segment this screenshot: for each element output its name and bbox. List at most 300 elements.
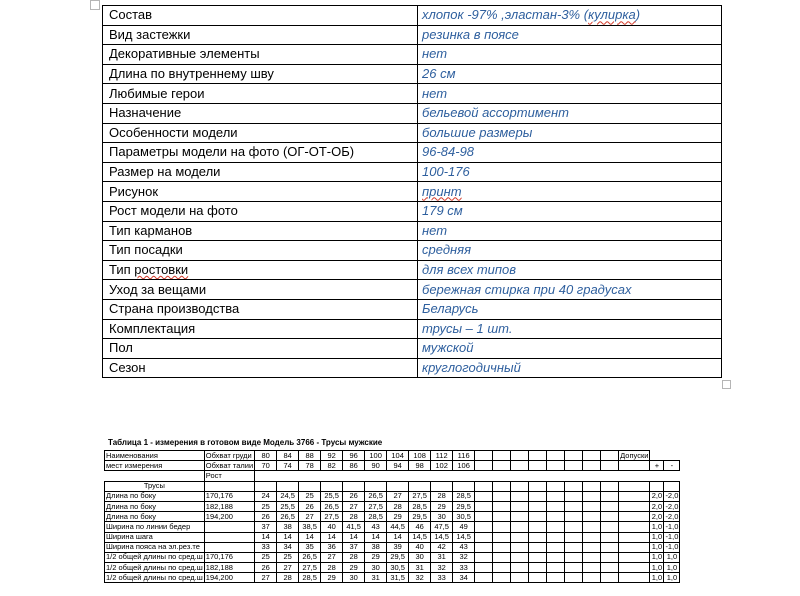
property-value-text: 96-84-98 — [422, 144, 475, 160]
measurement-size: 170,176 — [204, 552, 254, 562]
empty-cell — [529, 522, 547, 532]
property-row — [103, 162, 722, 182]
property-label — [103, 103, 418, 123]
tolerance-value: 1,0 — [651, 521, 663, 531]
property-label-text: Тип посадки — [109, 242, 183, 258]
measurement-value: 26,5 — [299, 552, 321, 562]
measurement-value: 33 — [453, 563, 475, 573]
measurement-value: 40 — [321, 522, 343, 532]
property-value — [418, 6, 722, 26]
property-value — [418, 123, 722, 143]
empty-cell — [583, 532, 601, 542]
property-value-text: 100-176 — [422, 164, 470, 180]
property-label-text: Уход за вещами — [109, 281, 207, 297]
property-label-text: Особенности модели — [109, 124, 238, 140]
row-label: Обхват груди — [204, 451, 254, 461]
empty-cell — [511, 471, 529, 481]
empty-cell — [511, 512, 529, 522]
property-label-text: Пол — [109, 340, 133, 356]
measurement-value: 32 — [431, 563, 453, 573]
measurement-size: 182,188 — [204, 501, 254, 511]
empty-cell — [650, 451, 664, 461]
empty-cell — [601, 532, 619, 542]
empty-cell — [493, 491, 511, 501]
empty-cell — [511, 461, 529, 471]
section-label: Трусы — [105, 481, 205, 491]
measurement-value: 29 — [321, 573, 343, 583]
product-properties-table — [102, 5, 722, 378]
measurement-value: 25,5 — [277, 501, 299, 511]
measurement-value: 26 — [255, 563, 277, 573]
property-value-text: бельевой ассортимент — [422, 105, 569, 121]
measurement-value: 28 — [343, 552, 365, 562]
measurement-value: 26 — [343, 491, 365, 501]
measurement-value: 37 — [255, 522, 277, 532]
empty-cell — [409, 481, 431, 491]
property-value-text: бережная стирка при 40 градусах — [422, 281, 632, 297]
empty-cell — [583, 563, 601, 573]
empty-cell — [529, 563, 547, 573]
property-label-text: Сезон — [109, 359, 146, 375]
grid-section-row — [105, 481, 680, 491]
property-row — [103, 45, 722, 65]
empty-cell — [565, 451, 583, 461]
property-label-text: Комплектация — [109, 320, 196, 336]
property-value-text: нет — [422, 222, 448, 238]
grid-header-row — [105, 451, 680, 461]
empty-cell — [650, 471, 664, 481]
measurement-value: 28 — [431, 491, 453, 501]
empty-cell — [529, 481, 547, 491]
tolerance-value: -1,0 — [665, 532, 679, 542]
empty-cell — [619, 552, 650, 562]
property-row — [103, 123, 722, 143]
tolerance-value: 1,0 — [664, 563, 680, 573]
chest-value: 104 — [387, 451, 409, 461]
empty-cell — [583, 481, 601, 491]
empty-cell — [583, 491, 601, 501]
property-value — [418, 201, 722, 221]
table-anchor-handle[interactable] — [90, 0, 100, 10]
empty-cell — [475, 573, 493, 583]
property-row — [103, 64, 722, 84]
property-value-text: 179 см — [422, 203, 463, 219]
property-label — [103, 64, 418, 84]
measurement-value: 24,5 — [277, 491, 299, 501]
tolerance-value: 1,0 — [664, 552, 680, 562]
measurement-name: Длина по боку — [105, 491, 205, 501]
waist-value: 74 — [277, 461, 299, 471]
empty-cell — [565, 491, 583, 501]
property-value — [418, 182, 722, 202]
empty-cell — [511, 532, 529, 542]
property-label-text: Тип — [109, 262, 135, 278]
measurement-row — [105, 501, 680, 511]
measurement-size — [204, 542, 254, 552]
chest-value: 112 — [431, 451, 453, 461]
empty-cell — [547, 501, 565, 511]
measurement-value: 43 — [365, 522, 387, 532]
property-value — [418, 339, 722, 359]
empty-cell — [277, 471, 299, 481]
measurement-name: Длина по боку — [105, 501, 205, 511]
empty-cell — [475, 501, 493, 511]
measurement-value: 14 — [255, 532, 277, 542]
waist-value: 106 — [453, 461, 475, 471]
grid-header-row — [105, 471, 680, 481]
property-row — [103, 84, 722, 104]
measurement-value: 29,5 — [409, 512, 431, 522]
empty-cell — [511, 563, 529, 573]
measurement-value: 26 — [299, 501, 321, 511]
measurement-value: 14,5 — [409, 532, 431, 542]
empty-cell — [529, 451, 547, 461]
property-label — [103, 84, 418, 104]
property-value — [418, 162, 722, 182]
empty-cell — [321, 471, 343, 481]
measurement-value: 28 — [277, 573, 299, 583]
measurement-value: 38 — [365, 542, 387, 552]
empty-cell — [255, 481, 277, 491]
empty-cell — [583, 542, 601, 552]
property-label — [103, 299, 418, 319]
empty-cell — [619, 501, 650, 511]
measurement-value: 29,5 — [387, 552, 409, 562]
empty-cell — [601, 512, 619, 522]
measurement-value: 33 — [255, 542, 277, 552]
measurement-value: 27 — [343, 501, 365, 511]
grid-header-row — [105, 461, 680, 471]
measurement-value: 26,5 — [365, 491, 387, 501]
measurement-value: 27 — [299, 512, 321, 522]
measurement-row — [105, 512, 680, 522]
empty-cell — [511, 573, 529, 583]
property-value-text: хлопок -97% ,эластан-3% ( — [422, 7, 589, 23]
empty-cell — [547, 552, 565, 562]
measurement-value: 30,5 — [453, 512, 475, 522]
empty-cell — [365, 471, 387, 481]
empty-cell — [529, 512, 547, 522]
empty-cell — [475, 542, 493, 552]
property-value-text: трусы – 1 шт. — [422, 320, 513, 336]
waist-value: 70 — [255, 461, 277, 471]
tolerance-value: -2,0 — [665, 501, 679, 511]
empty-cell — [619, 522, 650, 532]
empty-cell — [529, 461, 547, 471]
measurement-name: Ширина пояса на эл.рез.те — [105, 542, 205, 552]
measurement-value: 40 — [409, 542, 431, 552]
property-row — [103, 182, 722, 202]
empty-cell — [453, 471, 475, 481]
property-row — [103, 143, 722, 163]
empty-cell — [601, 451, 619, 461]
measurement-size: 194,200 — [204, 512, 254, 522]
measurement-value: 31 — [431, 552, 453, 562]
property-row — [103, 221, 722, 241]
empty-cell — [583, 461, 601, 471]
waist-value: 78 — [299, 461, 321, 471]
measurement-row — [105, 532, 680, 542]
measurement-size: 194,200 — [204, 573, 254, 583]
empty-cell — [493, 532, 511, 542]
property-label-text: Рост модели на фото — [109, 203, 238, 219]
empty-cell — [475, 552, 493, 562]
property-value — [418, 103, 722, 123]
property-row — [103, 358, 722, 378]
chest-value: 80 — [255, 451, 277, 461]
empty-cell — [475, 461, 493, 471]
waist-value: 86 — [343, 461, 365, 471]
empty-cell — [365, 481, 387, 491]
row-label: Обхват талии — [205, 460, 254, 470]
tolerance-value: 1,0 — [651, 562, 663, 572]
property-label — [103, 221, 418, 241]
property-row — [103, 25, 722, 45]
property-value-text: мужской — [422, 340, 474, 356]
empty-cell — [565, 522, 583, 532]
empty-cell — [529, 542, 547, 552]
property-label — [103, 123, 418, 143]
empty-cell — [547, 522, 565, 532]
property-value-text: нет — [422, 85, 448, 101]
empty-cell — [475, 471, 493, 481]
chest-value: 96 — [343, 451, 365, 461]
property-label — [103, 339, 418, 359]
property-label — [103, 162, 418, 182]
chest-value: 108 — [409, 451, 431, 461]
empty-cell — [547, 563, 565, 573]
measurement-value: 28,5 — [365, 512, 387, 522]
empty-cell — [387, 471, 409, 481]
property-label-text: Вид застежки — [109, 26, 191, 42]
measurement-value: 28,5 — [409, 501, 431, 511]
empty-cell — [547, 461, 565, 471]
property-label-text: Страна производства — [109, 301, 240, 317]
empty-cell — [619, 573, 650, 583]
empty-cell — [321, 481, 343, 491]
chest-value: 92 — [321, 451, 343, 461]
property-value — [418, 25, 722, 45]
measurement-value: 28,5 — [453, 491, 475, 501]
chest-value: 88 — [299, 451, 321, 461]
measurement-value: 27,5 — [299, 563, 321, 573]
measurement-value: 25,5 — [321, 491, 343, 501]
measurement-value: 30 — [409, 552, 431, 562]
tolerance-value: 2,0 — [651, 501, 663, 511]
measurement-value: 28 — [387, 501, 409, 511]
measurement-value: 14 — [365, 532, 387, 542]
property-label — [103, 45, 418, 65]
empty-cell — [475, 532, 493, 542]
property-row — [103, 299, 722, 319]
measurement-value: 25 — [299, 491, 321, 501]
empty-cell — [493, 461, 511, 471]
empty-cell — [453, 481, 475, 491]
empty-cell — [601, 552, 619, 562]
measurement-row — [105, 573, 680, 583]
empty-cell — [664, 481, 680, 491]
empty-cell — [565, 461, 583, 471]
empty-cell — [387, 481, 409, 491]
empty-cell — [529, 573, 547, 583]
measurement-name: 1/2 общей длины по сред.ш — [106, 562, 203, 572]
property-value-suffix: ) — [635, 7, 641, 23]
measurement-value: 35 — [299, 542, 321, 552]
tolerance-plus: + — [650, 461, 664, 471]
empty-cell — [547, 573, 565, 583]
tolerance-value: -1,0 — [665, 521, 679, 531]
measurement-row — [105, 563, 680, 573]
empty-cell — [619, 461, 650, 471]
property-label — [103, 143, 418, 163]
measurement-value: 24 — [255, 491, 277, 501]
tolerance-value: -2,0 — [665, 491, 679, 501]
measurement-value: 26,5 — [277, 512, 299, 522]
empty-cell — [409, 471, 431, 481]
waist-value: 82 — [321, 461, 343, 471]
empty-cell — [583, 451, 601, 461]
property-label — [103, 319, 418, 339]
measurement-value: 30,5 — [387, 563, 409, 573]
property-row — [103, 319, 722, 339]
empty-cell — [511, 491, 529, 501]
measurement-value: 14,5 — [453, 532, 475, 542]
measurement-value: 14 — [299, 532, 321, 542]
measurement-value: 14 — [321, 532, 343, 542]
measurement-name: Ширина по линии бедер — [105, 522, 205, 532]
empty-cell — [529, 491, 547, 501]
table-resize-handle[interactable] — [722, 380, 731, 389]
property-row — [103, 260, 722, 280]
measurement-value: 26,5 — [321, 501, 343, 511]
measurement-name: 1/2 общей длины по сред.ш — [106, 572, 203, 582]
measurement-value: 31 — [365, 573, 387, 583]
waist-value: 102 — [431, 461, 453, 471]
empty-cell — [583, 552, 601, 562]
measurement-value: 29 — [387, 512, 409, 522]
empty-cell — [664, 471, 680, 481]
measurement-value: 41,5 — [343, 522, 365, 532]
measurement-value: 46 — [409, 522, 431, 532]
measurement-value: 25 — [255, 552, 277, 562]
measurements-image — [100, 436, 728, 596]
spellcheck-word: кулирка — [588, 7, 636, 23]
empty-cell — [493, 512, 511, 522]
empty-cell — [493, 563, 511, 573]
empty-cell — [105, 471, 205, 481]
property-label-text: Размер на модели — [109, 164, 221, 180]
property-value — [418, 260, 722, 280]
empty-cell — [619, 481, 650, 491]
property-label-text: Состав — [109, 7, 153, 23]
measurement-value: 34 — [453, 573, 475, 583]
property-row — [103, 280, 722, 300]
measurement-value: 14,5 — [431, 532, 453, 542]
empty-cell — [601, 481, 619, 491]
measurement-row — [105, 491, 680, 501]
empty-cell — [299, 481, 321, 491]
empty-cell — [529, 532, 547, 542]
empty-cell — [583, 573, 601, 583]
measurement-value: 30 — [431, 512, 453, 522]
property-label-text: Любимые герои — [109, 85, 205, 101]
empty-cell — [511, 481, 529, 491]
measurement-value: 32 — [409, 573, 431, 583]
empty-cell — [650, 481, 664, 491]
measurement-size: 170,176 — [204, 491, 254, 501]
empty-cell — [619, 532, 650, 542]
empty-cell — [204, 481, 254, 491]
empty-cell — [475, 451, 493, 461]
empty-cell — [277, 481, 299, 491]
empty-cell — [583, 512, 601, 522]
tolerance-value: 1,0 — [651, 542, 663, 552]
measurement-value: 28 — [343, 512, 365, 522]
measurement-value: 29,5 — [453, 501, 475, 511]
empty-cell — [493, 542, 511, 552]
tolerance-value: -1,0 — [665, 542, 679, 552]
chest-value: 116 — [453, 451, 475, 461]
measurement-row — [105, 542, 680, 552]
property-value — [418, 241, 722, 261]
measurement-value: 36 — [321, 542, 343, 552]
measurement-value: 37 — [343, 542, 365, 552]
measurement-name: Ширина шага — [105, 532, 205, 542]
measurement-value: 42 — [431, 542, 453, 552]
property-label-text: Рисунок — [109, 183, 159, 199]
measurement-value: 27 — [321, 552, 343, 562]
tolerance-value: 1,0 — [651, 572, 663, 582]
empty-cell — [601, 501, 619, 511]
measurement-value: 47,5 — [431, 522, 453, 532]
measurement-value: 30 — [365, 563, 387, 573]
measurement-value: 28 — [321, 563, 343, 573]
empty-cell — [299, 471, 321, 481]
property-label-text: Длина по внутреннему шву — [109, 66, 274, 82]
empty-cell — [547, 481, 565, 491]
empty-cell — [601, 471, 619, 481]
property-label — [103, 280, 418, 300]
empty-cell — [547, 471, 565, 481]
tolerance-value: 1,0 — [651, 552, 663, 562]
tolerance-value: 1,0 — [651, 532, 663, 542]
measurement-size — [204, 522, 254, 532]
empty-cell — [511, 522, 529, 532]
empty-cell — [343, 471, 365, 481]
measurement-value: 14 — [343, 532, 365, 542]
property-value-text: нет — [422, 46, 448, 62]
property-value-text: резинка в поясе — [422, 26, 519, 42]
empty-cell — [619, 471, 650, 481]
measurement-value: 34 — [277, 542, 299, 552]
empty-cell — [547, 512, 565, 522]
empty-cell — [547, 532, 565, 542]
measurement-value: 26 — [255, 512, 277, 522]
measurement-value: 27 — [277, 563, 299, 573]
empty-cell — [475, 512, 493, 522]
empty-cell — [475, 491, 493, 501]
empty-cell — [565, 563, 583, 573]
measurement-value: 29 — [343, 563, 365, 573]
property-value — [418, 299, 722, 319]
empty-cell — [565, 542, 583, 552]
empty-cell — [529, 471, 547, 481]
height-label: Рост — [204, 471, 254, 481]
property-label — [103, 358, 418, 378]
property-row — [103, 241, 722, 261]
empty-cell — [601, 491, 619, 501]
empty-cell — [511, 552, 529, 562]
